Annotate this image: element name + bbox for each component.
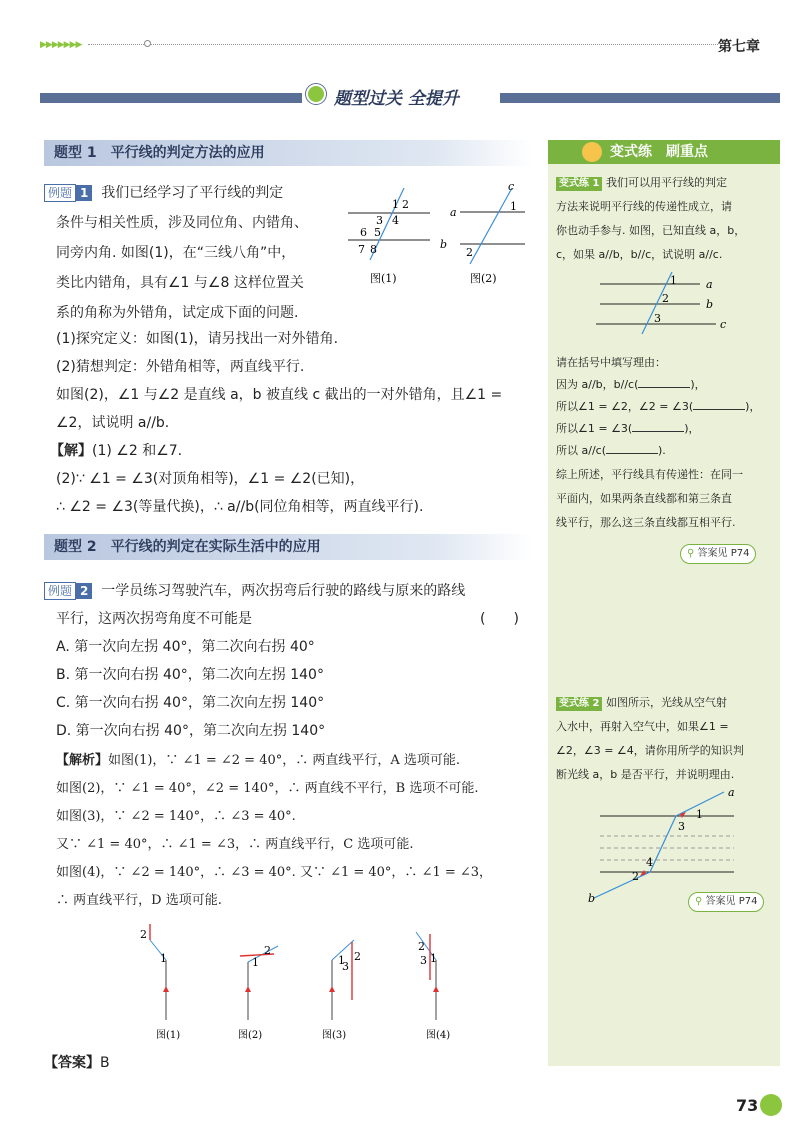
svg-text:2: 2 [354, 950, 361, 963]
fig1-num-1: 1 [392, 198, 399, 211]
type1-solution-1: 【解】(1) ∠2 和∠7. [50, 443, 183, 459]
fig1-num-8: 8 [370, 243, 377, 256]
analysis-0: 【解析】如图(1)，∵ ∠1 = ∠2 = 40°，∴ 两直线平行，A 选项可能. [56, 753, 461, 768]
example-tag-num: 1 [76, 185, 92, 201]
v1-answer-link[interactable]: ⚲ 答案见 P74 [680, 544, 756, 564]
type1-solution-3: ∴ ∠2 = ∠3(等量代换)，∴ a//b(同位角相等，两直线平行). [56, 499, 424, 515]
example-tag-num-2: 2 [76, 583, 92, 599]
fig1-num-3: 3 [376, 214, 383, 227]
example-tag-2: 例题 [44, 582, 76, 600]
type1-line-0 [44, 180, 283, 206]
v2-fig-num-4: 4 [646, 856, 653, 869]
type1-q1: (1)探究定义：如图(1)，请另找出一对外错角. [56, 331, 339, 347]
fig2-label-a: a [450, 206, 457, 219]
svg-text:3: 3 [420, 954, 427, 967]
key-icon: ⚲ [687, 548, 695, 559]
analysis-1: 如图(2)，∵ ∠1 = 40°，∠2 = 140°，∴ 两直线不平行，B 选项不可能. [56, 781, 479, 796]
header-dot [144, 40, 151, 47]
v1-fig-c: c [720, 318, 727, 331]
type2-answer-paren: ( ) [480, 611, 519, 627]
svg-text:2: 2 [418, 940, 425, 953]
svg-text:1: 1 [338, 954, 345, 967]
turn-fig-3 [322, 940, 361, 1041]
banner-title: 题型过关 全提升 [334, 89, 459, 109]
v2-line-0: 变式练 2 如图所示，光线从空气射 [556, 692, 727, 714]
fig1-num-5: 5 [374, 226, 381, 239]
v1-fig-num-3: 3 [654, 312, 661, 325]
turn-fig-2 [238, 944, 278, 1041]
fig1-num-4: 4 [392, 214, 399, 227]
fig1-num-6: 6 [360, 226, 367, 239]
svg-text:2: 2 [140, 928, 147, 941]
fig2-num-2: 2 [466, 246, 473, 259]
fig1-num-7: 7 [358, 243, 365, 256]
v2-fig-a: a [728, 786, 735, 799]
analysis-4: 如图(4)，∵ ∠2 = 140°，∴ ∠3 = 40°. 又∵ ∠1 = 40°，∴ ∠1 = ∠3， [56, 865, 493, 880]
v1-figure [590, 270, 740, 336]
v1-fill-3: 所以 a//c( ). [556, 444, 666, 457]
type2-line-2: 平行，这两次拐弯角度不可能是 [56, 611, 252, 627]
type1-text-2: 同旁内角. 如图(1)，在“三线八角”中， [56, 245, 296, 261]
v1-fig-num-1: 1 [670, 274, 677, 287]
v2-answer-link[interactable]: ⚲ 答案见 P74 [688, 892, 764, 912]
v1-summary-0: 综上所述，平行线具有传递性：在同一 [556, 468, 743, 481]
v1-blank-2[interactable] [632, 420, 684, 432]
fig1-num-2: 2 [402, 198, 409, 211]
option-d: D. 第一次向右拐 40°，第二次向左拐 140° [56, 723, 326, 739]
chapter-label: 第七章 [718, 39, 760, 55]
page-number: 73 [736, 1096, 759, 1115]
header-arrows: ▶▶▶▶▶▶▶ [40, 40, 82, 50]
v2-figure [584, 786, 774, 906]
type1-text-0: 我们已经学习了平行线的判定 [101, 185, 284, 201]
v1-blank-1[interactable] [693, 398, 745, 410]
v2-fig-b: b [588, 892, 596, 905]
fig2-label-c: c [508, 180, 515, 193]
banner-icon [306, 84, 326, 104]
analysis-3: 又∵ ∠1 = 40°，∴ ∠1 = ∠3，∴ 两直线平行，C 选项可能. [56, 837, 414, 852]
v1-fill-2: 所以∠1 = ∠3( )， [556, 422, 700, 435]
v1-fig-num-2: 2 [662, 292, 669, 305]
type1-figures [340, 178, 530, 288]
banner-bar-right [500, 93, 780, 103]
page-badge-icon [760, 1094, 782, 1116]
turn-fig-1 [140, 924, 180, 1041]
fig2-caption: 图(2) [470, 272, 497, 285]
v1-summary-2: 线平行，那么这三条直线都互相平行. [556, 516, 736, 529]
svg-text:1: 1 [430, 952, 437, 965]
svg-text:3: 3 [342, 960, 349, 973]
v2-tag: 变式练 2 [556, 697, 602, 711]
header-rule [88, 44, 718, 45]
v1-blank-0[interactable] [638, 376, 690, 388]
v2-fig-num-3: 3 [678, 820, 685, 833]
turn-fig-3-caption: 图(3) [322, 1030, 347, 1041]
key-icon: ⚲ [695, 896, 703, 907]
v1-fill-intro: 请在括号中填写理由： [556, 356, 666, 369]
type1-solution-2: (2)∵ ∠1 = ∠3(对顶角相等)，∠1 = ∠2(已知)， [56, 471, 365, 487]
type1-q2b: 如图(2)，∠1 与∠2 是直线 a，b 被直线 c 截出的一对外错角，且∠1 = [56, 387, 503, 403]
v1-fill-0: 因为 a//b，b//c( )， [556, 378, 706, 391]
practice-panel-title: 变式练 刷重点 [610, 144, 708, 160]
banner-bar-left [40, 93, 302, 103]
type1-text-1: 条件与相关性质，涉及同位角、内错角、 [56, 215, 308, 231]
v2-line-2: ∠2，∠3 = ∠4，请你用所学的知识判 [556, 744, 744, 757]
student-icon [582, 142, 602, 162]
v1-line-3: c，如果 a//b，b//c，试说明 a//c. [556, 248, 723, 261]
v1-blank-3[interactable] [606, 442, 658, 454]
fig2-label-b: b [440, 238, 448, 251]
v2-line-1: 入水中，再射入空气中，如果∠1 = [556, 720, 729, 733]
type1-header [44, 140, 532, 166]
v1-line-2: 你也动手参与. 如图，已知直线 a，b， [556, 224, 746, 237]
type1-q2c: ∠2，试说明 a//b. [56, 415, 170, 431]
type1-text-3: 类比内错角，具有∠1 与∠8 这样位置关 [56, 275, 304, 291]
type1-q2: (2)猜想判定：外错角相等，两直线平行. [56, 359, 305, 375]
v1-line-0: 变式练 1 我们可以用平行线的判定 [556, 172, 727, 194]
type2-answer: 【答案】B [44, 1055, 110, 1071]
turn-fig-4-caption: 图(4) [426, 1030, 451, 1041]
svg-text:1: 1 [160, 952, 167, 965]
v1-fill-1: 所以∠1 = ∠2，∠2 = ∠3( )， [556, 400, 761, 413]
turn-fig-4 [416, 932, 450, 1041]
analysis-5: ∴ 两直线平行，D 选项可能. [56, 893, 222, 908]
option-a: A. 第一次向左拐 40°，第二次向右拐 40° [56, 639, 315, 655]
type2-figures [130, 920, 470, 1044]
v1-fig-a: a [706, 278, 713, 291]
option-b: B. 第一次向右拐 40°，第二次向左拐 140° [56, 667, 324, 683]
v1-tag: 变式练 1 [556, 177, 602, 191]
v2-fig-num-2: 2 [632, 870, 639, 883]
example-tag: 例题 [44, 184, 76, 202]
v2-fig-num-1: 1 [696, 808, 703, 821]
v1-fig-b: b [706, 298, 714, 311]
fig2-num-1: 1 [510, 200, 517, 213]
type2-header [44, 534, 532, 560]
analysis-2: 如图(3)，∵ ∠2 = 140°，∴ ∠3 = 40°. [56, 809, 296, 824]
v1-summary-1: 平面内，如果两条直线都和第三条直 [556, 492, 732, 505]
fig1 [348, 188, 430, 285]
type2-title: 题型 2 平行线的判定在实际生活中的应用 [54, 539, 321, 555]
turn-fig-2-caption: 图(2) [238, 1030, 263, 1041]
svg-text:2: 2 [264, 944, 271, 957]
type1-title: 题型 1 平行线的判定方法的应用 [54, 145, 265, 161]
v1-line-1: 方法来说明平行线的传递性成立，请 [556, 200, 732, 213]
type1-text-4: 系的角称为外错角，试定成下面的问题. [56, 305, 299, 321]
fig2 [440, 180, 525, 285]
v2-line-3: 断光线 a，b 是否平行，并说明理由. [556, 768, 735, 781]
fig1-caption: 图(1) [370, 272, 397, 285]
svg-text:1: 1 [252, 956, 259, 969]
option-c: C. 第一次向右拐 40°，第二次向左拐 140° [56, 695, 325, 711]
type2-line-1: 例题 2 一学员练习驾驶汽车，两次拐弯后行驶的路线与原来的路线 [44, 578, 465, 604]
turn-fig-1-caption: 图(1) [156, 1030, 181, 1041]
